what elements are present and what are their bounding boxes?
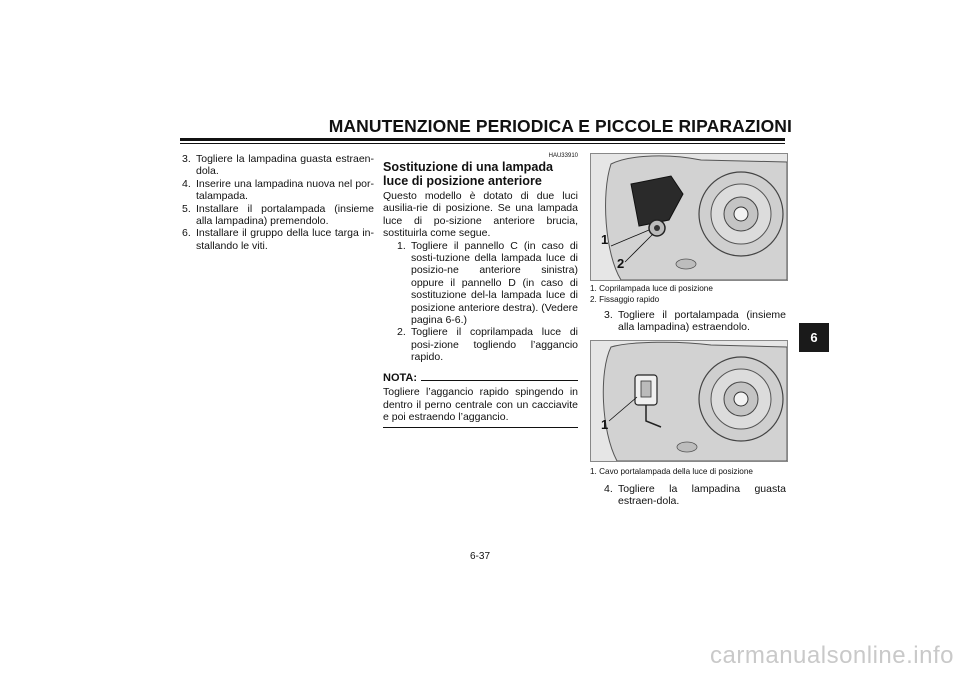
figure2-caption: 1. Cavo portalampada della luce di posizione (590, 466, 753, 476)
bulb-holder-illustration (591, 341, 787, 461)
step-item: 4. Inserire una lampadina nuova nel por-talampada. (182, 177, 374, 203)
nota-header (383, 372, 578, 384)
left-column (176, 153, 374, 252)
section-code: HAU33910 (548, 153, 578, 159)
page-number: 6-37 (469, 551, 490, 562)
step-item: 6. Installare il gruppo della luce targa in-stallando le viti. (182, 227, 374, 252)
nota-rule (421, 380, 578, 381)
title-rule (180, 138, 785, 141)
nota-label: NOTA: (383, 371, 418, 384)
figure1-callout-2: 2 (617, 256, 625, 271)
nota-end-rule (383, 427, 578, 428)
step-item: 2. Togliere il coprilampada luce di posi-zione togliendo l’aggancio rapido. (397, 326, 578, 364)
section-heading: Sostituzione di una lampada luce di posizione anteriore (383, 160, 554, 188)
title-rule-thin (180, 143, 785, 144)
nota-text: Togliere l’aggancio rapido spingendo in dentro il perno centrale con un cacciavite e poi estraendo l’aggancio. (383, 386, 578, 423)
step-item: 4. Togliere la lampadina guasta estraen-dola. (604, 482, 786, 508)
step-item: 5. Installare il portalampada (insieme alla lampadina) premendolo. (182, 202, 374, 228)
step-item: 3. Togliere la lampadina guasta estraen-dola. (182, 153, 374, 178)
step-item: 3. Togliere il portalampada (insieme alla lampadina) estraendolo. (604, 309, 786, 334)
figure-bulb-holder (590, 340, 788, 462)
watermark: carmanualsonline.info (710, 642, 954, 669)
figure1-callout-1: 1 (601, 232, 609, 247)
middle-column (383, 153, 578, 428)
intro-paragraph: Questo modello è dotato di due luci ausilia-rie di posizione. Se una lampada luce di po-sizione anteriore brucia, sostituirla come segue. (383, 190, 578, 240)
figure-headlight-cover (590, 153, 788, 281)
figure2-callout-1: 1 (601, 416, 609, 432)
figure1-caption: 1. Coprilampada luce di posizione 2. Fissaggio rapido (590, 284, 713, 304)
page-title: MANUTENZIONE PERIODICA E PICCOLE RIPARAZIONI (328, 116, 792, 136)
chapter-tab: 6 (799, 323, 829, 352)
right-column (590, 153, 786, 508)
step-item: 1. Togliere il pannello C (in caso di sosti-tuzione della lampada luce di posizio-ne anteriore sinistra) oppure il pannello D (in caso di sostituzione del-la lampada luce di posizione anteriore destra). (Vedere pagina 6-6.) (397, 239, 578, 327)
